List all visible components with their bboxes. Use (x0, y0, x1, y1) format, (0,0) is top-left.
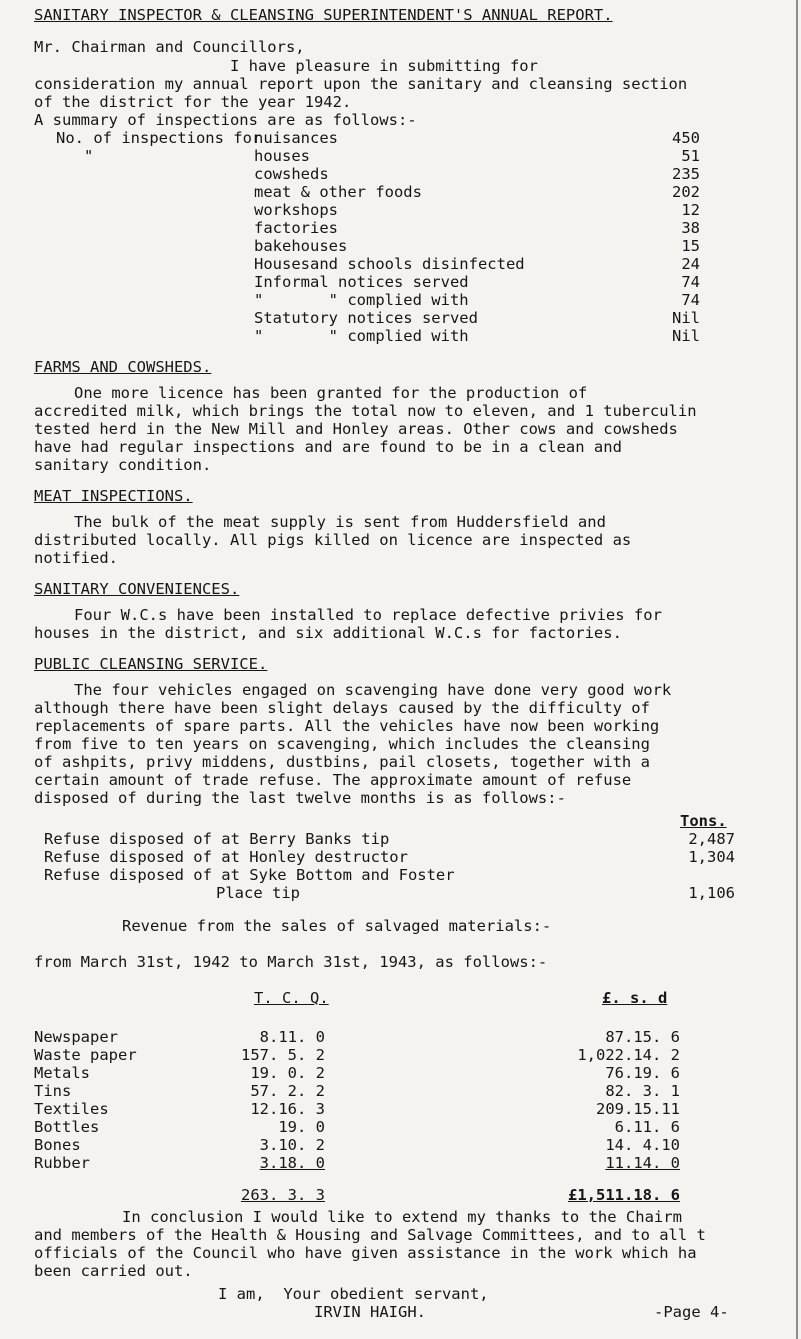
inspection-value: 15 (681, 237, 700, 255)
revenue-item-tcq: 19. 0. 2 (250, 1064, 325, 1082)
cleansing-line: although there have been slight delays caused by the difficulty of (34, 699, 650, 717)
inspection-label: Statutory notices served (254, 309, 478, 327)
conclusion-line: and members of the Health & Housing and Salvage Committees, and to all t (34, 1226, 706, 1244)
inspection-label: meat & other foods (254, 183, 422, 201)
inspection-value: Nil (672, 309, 700, 327)
inspection-value: 450 (672, 129, 700, 147)
conveniences-line: houses in the district, and six additional W.C.s for factories. (34, 624, 622, 642)
revenue-item-lsd: 82. 3. 1 (605, 1082, 680, 1100)
conclusion-line: been carried out. (34, 1262, 193, 1280)
inspection-prefix: " (84, 147, 94, 165)
inspection-value: 74 (681, 273, 700, 291)
revenue-total-tcq: 263. 3. 3 (241, 1186, 325, 1204)
refuse-value: 2,487 (688, 830, 735, 848)
revenue-total-lsd: £1,511.18. 6 (568, 1186, 680, 1204)
inspection-label: Informal notices served (254, 273, 469, 291)
section-heading-conveniences: SANITARY CONVENIENCES. (34, 580, 240, 598)
intro-line-3: of the district for the year 1942. (34, 93, 352, 111)
refuse-label: Refuse disposed of at Syke Bottom and Foster (44, 866, 455, 884)
revenue-item-tcq: 3.18. 0 (259, 1154, 325, 1172)
inspection-label: workshops (254, 201, 338, 219)
closing: I am, Your obedient servant, (218, 1285, 489, 1303)
signature: IRVIN HAIGH. (314, 1303, 426, 1321)
section-heading-farms: FARMS AND COWSHEDS. (34, 358, 212, 376)
revenue-item-lsd: 209.15.11 (596, 1100, 680, 1118)
revenue-item-tcq: 157. 5. 2 (241, 1046, 325, 1064)
cleansing-line: certain amount of trade refuse. The approximate amount of refuse (34, 771, 632, 789)
section-heading-cleansing: PUBLIC CLEANSING SERVICE. (34, 655, 268, 673)
inspection-label: factories (254, 219, 338, 237)
inspection-label: cowsheds (254, 165, 329, 183)
inspection-value: 51 (681, 147, 700, 165)
cleansing-line: from five to ten years on scavenging, which includes the cleansing (34, 735, 650, 753)
revenue-intro: Revenue from the sales of salvaged materials:- (122, 917, 552, 935)
conveniences-line: Four W.C.s have been installed to replace defective privies for (74, 606, 662, 624)
inspection-value: 38 (681, 219, 700, 237)
page-number: -Page 4- (654, 1303, 729, 1321)
report-title: SANITARY INSPECTOR & CLEANSING SUPERINTENDENT'S ANNUAL REPORT. (34, 6, 613, 24)
refuse-value: 1,304 (688, 848, 735, 866)
inspection-value: Nil (672, 327, 700, 345)
revenue-item-lsd: 1,022.14. 2 (577, 1046, 680, 1064)
section-heading-meat: MEAT INSPECTIONS. (34, 487, 193, 505)
revenue-item-name: Textiles (34, 1100, 109, 1118)
column-header-lsd: £. s. d (602, 989, 668, 1007)
inspection-value: 235 (672, 165, 700, 183)
inspection-label: Housesand schools disinfected (254, 255, 525, 273)
intro-line-1: I have pleasure in submitting for (230, 57, 538, 75)
page-edge (796, 0, 798, 1339)
inspection-prefix: No. of inspections for (56, 129, 262, 147)
cleansing-line: of ashpits, privy middens, dustbins, pail closets, together with a (34, 753, 650, 771)
meat-line: notified. (34, 549, 118, 567)
inspection-label: " " complied with (254, 327, 469, 345)
farms-line: sanitary condition. (34, 456, 212, 474)
intro-line-2: consideration my annual report upon the sanitary and cleansing section (34, 75, 688, 93)
farms-line: One more licence has been granted for the production of (74, 384, 588, 402)
tons-header: Tons. (680, 812, 727, 830)
inspection-value: 74 (681, 291, 700, 309)
revenue-item-lsd: 14. 4.10 (605, 1136, 680, 1154)
revenue-item-lsd: 87.15. 6 (605, 1028, 680, 1046)
revenue-item-name: Bones (34, 1136, 81, 1154)
cleansing-line: The four vehicles engaged on scavenging have done very good work (74, 681, 672, 699)
revenue-period: from March 31st, 1942 to March 31st, 1943, as follows:- (34, 953, 548, 971)
inspection-label: " " complied with (254, 291, 469, 309)
revenue-item-lsd: 6.11. 6 (614, 1118, 680, 1136)
revenue-item-name: Waste paper (34, 1046, 137, 1064)
meat-line: distributed locally. All pigs killed on licence are inspected as (34, 531, 632, 549)
revenue-item-name: Rubber (34, 1154, 90, 1172)
conclusion-line: officials of the Council who have given assistance in the work which ha (34, 1244, 697, 1262)
revenue-item-name: Metals (34, 1064, 90, 1082)
revenue-item-tcq: 12.16. 3 (250, 1100, 325, 1118)
refuse-label: Refuse disposed of at Honley destructor (44, 848, 408, 866)
meat-line: The bulk of the meat supply is sent from Huddersfield and (74, 513, 606, 531)
revenue-item-name: Tins (34, 1082, 72, 1100)
inspection-value: 12 (681, 201, 700, 219)
salutation: Mr. Chairman and Councillors, (34, 38, 305, 56)
inspection-label: nuisances (254, 129, 338, 147)
farms-line: tested herd in the New Mill and Honley areas. Other cows and cowsheds (34, 420, 678, 438)
conclusion-line: In conclusion I would like to extend my thanks to the Chairm (122, 1208, 682, 1226)
refuse-label: Place tip (160, 884, 300, 902)
refuse-label: Refuse disposed of at Berry Banks tip (44, 830, 390, 848)
revenue-item-lsd: 76.19. 6 (605, 1064, 680, 1082)
cleansing-line: disposed of during the last twelve months is as follows:- (34, 789, 566, 807)
farms-line: accredited milk, which brings the total now to eleven, and 1 tuberculin (34, 402, 697, 420)
revenue-item-tcq: 19. 0 (278, 1118, 325, 1136)
column-header-tcq: T. C. Q. (254, 989, 329, 1007)
inspection-label: houses (254, 147, 310, 165)
revenue-item-name: Newspaper (34, 1028, 118, 1046)
inspection-value: 24 (681, 255, 700, 273)
inspection-value: 202 (672, 183, 700, 201)
intro-line-4: A summary of inspections are as follows:- (34, 111, 417, 129)
revenue-item-tcq: 8.11. 0 (259, 1028, 325, 1046)
farms-line: have had regular inspections and are found to be in a clean and (34, 438, 622, 456)
inspection-label: bakehouses (254, 237, 348, 255)
refuse-value: 1,106 (688, 884, 735, 902)
revenue-item-name: Bottles (34, 1118, 100, 1136)
revenue-item-tcq: 57. 2. 2 (250, 1082, 325, 1100)
revenue-item-lsd: 11.14. 0 (605, 1154, 680, 1172)
revenue-item-tcq: 3.10. 2 (259, 1136, 325, 1154)
cleansing-line: replacements of spare parts. All the vehicles have now been working (34, 717, 660, 735)
